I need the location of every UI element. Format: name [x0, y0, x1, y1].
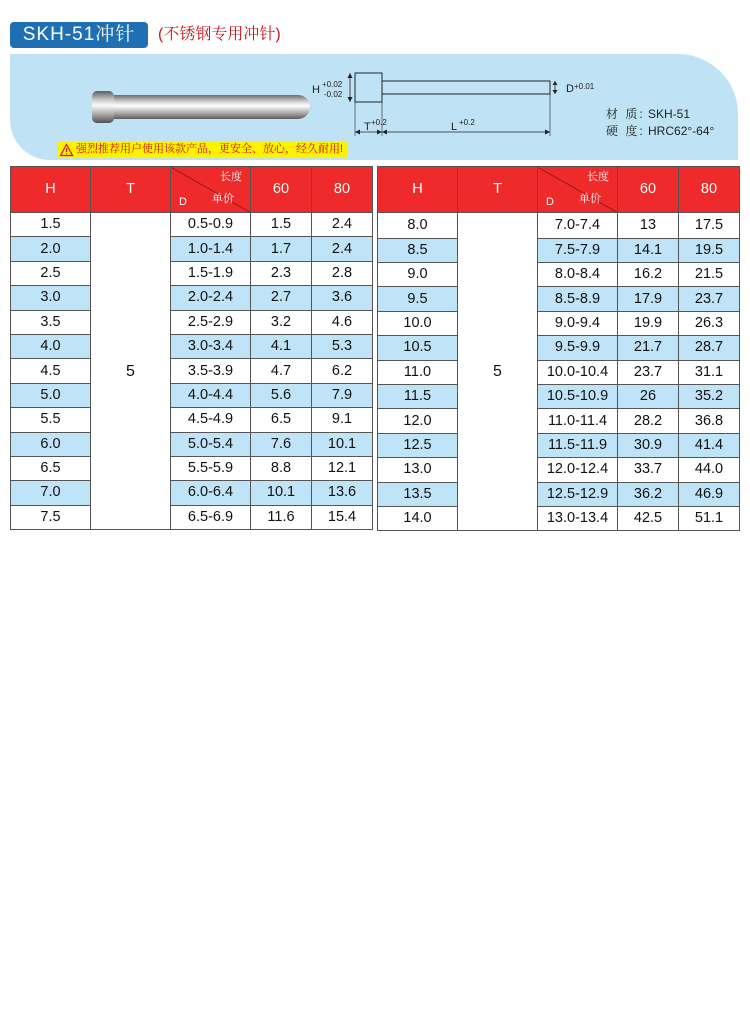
- cell-h: 6.5: [11, 456, 91, 480]
- d-dim-tol: +0.01: [574, 82, 595, 91]
- cell-d-range: 6.5-6.9: [171, 505, 251, 529]
- cell-d-range: 11.0-11.4: [538, 409, 618, 433]
- cell-price-80: 6.2: [312, 359, 373, 383]
- l-dim-tol: +0.2: [459, 118, 475, 127]
- cell-price-60: 30.9: [618, 433, 679, 457]
- table-row: [378, 311, 740, 335]
- cell-h: 3.5: [11, 310, 91, 334]
- cell-price-80: 2.8: [312, 261, 373, 285]
- cell-d-range: 8.5-8.9: [538, 287, 618, 311]
- cell-price-60: 23.7: [618, 360, 679, 384]
- cell-h: 3.0: [11, 286, 91, 310]
- hardness-label: 硬 度:: [606, 124, 645, 138]
- table-row: [11, 310, 373, 334]
- table-header-row: [378, 167, 740, 213]
- cell-h: 11.0: [378, 360, 458, 384]
- warning-text: 强烈推荐用户使用该款产品，更安全、放心，经久耐用!: [76, 143, 344, 155]
- cell-price-80: 7.9: [312, 383, 373, 407]
- cell-h: 8.0: [378, 213, 458, 239]
- cell-price-80: 12.1: [312, 456, 373, 480]
- material-label: 材 质:: [606, 107, 645, 121]
- cell-h: 9.0: [378, 262, 458, 286]
- cell-price-80: 31.1: [679, 360, 740, 384]
- punch-pin-photo: [92, 95, 310, 119]
- cell-d-range: 6.0-6.4: [171, 481, 251, 505]
- table-row: [11, 505, 373, 529]
- cell-h: 2.5: [11, 261, 91, 285]
- cell-price-80: 10.1: [312, 432, 373, 456]
- cell-price-80: 21.5: [679, 262, 740, 286]
- table-row: [11, 481, 373, 505]
- cell-price-80: 15.4: [312, 505, 373, 529]
- h-dim-label: H: [312, 84, 320, 96]
- d-label: D: [546, 196, 554, 208]
- cell-t: 5: [458, 213, 538, 531]
- table-row: [378, 506, 740, 530]
- technical-drawing: [310, 62, 574, 142]
- col-h-header: H: [11, 167, 91, 213]
- cell-d-range: 5.0-5.4: [171, 432, 251, 456]
- table-header-row: [11, 167, 373, 213]
- table-row: [378, 433, 740, 457]
- table-row: [11, 286, 373, 310]
- cell-price-60: 1.5: [251, 213, 312, 237]
- table-row: [378, 287, 740, 311]
- col-80-header: 80: [679, 167, 740, 213]
- cell-d-range: 9.0-9.4: [538, 311, 618, 335]
- cell-h: 5.0: [11, 383, 91, 407]
- cell-d-range: 4.0-4.4: [171, 383, 251, 407]
- table-row: [11, 261, 373, 285]
- cell-d-range: 1.0-1.4: [171, 237, 251, 261]
- cell-price-80: 9.1: [312, 408, 373, 432]
- col-d-header: [538, 167, 618, 213]
- cell-price-60: 5.6: [251, 383, 312, 407]
- cell-h: 13.5: [378, 482, 458, 506]
- cell-d-range: 8.0-8.4: [538, 262, 618, 286]
- cell-price-60: 33.7: [618, 458, 679, 482]
- d-dim-label: D: [566, 83, 574, 95]
- cell-h: 11.5: [378, 384, 458, 408]
- cell-d-range: 2.0-2.4: [171, 286, 251, 310]
- cell-h: 14.0: [378, 506, 458, 530]
- table-row: [11, 456, 373, 480]
- cell-price-60: 2.7: [251, 286, 312, 310]
- price-label: 单价: [212, 193, 234, 205]
- cell-d-range: 12.5-12.9: [538, 482, 618, 506]
- cell-d-range: 9.5-9.9: [538, 336, 618, 360]
- cell-price-60: 10.1: [251, 481, 312, 505]
- d-label: D: [179, 196, 187, 208]
- cell-price-60: 14.1: [618, 238, 679, 262]
- cell-h: 7.0: [11, 481, 91, 505]
- cell-price-60: 2.3: [251, 261, 312, 285]
- col-h-header: H: [378, 167, 458, 213]
- cell-t: 5: [91, 213, 171, 530]
- cell-price-60: 19.9: [618, 311, 679, 335]
- table-row: [378, 458, 740, 482]
- cell-price-80: 2.4: [312, 237, 373, 261]
- cell-h: 10.0: [378, 311, 458, 335]
- cell-price-80: 19.5: [679, 238, 740, 262]
- table-row: [378, 482, 740, 506]
- warning-icon: [60, 144, 73, 156]
- page-title: SKH-51冲针: [10, 22, 148, 48]
- cell-price-60: 36.2: [618, 482, 679, 506]
- cell-h: 7.5: [11, 505, 91, 529]
- cell-price-80: 28.7: [679, 336, 740, 360]
- price-table-left: [10, 166, 373, 530]
- length-label: 长度: [587, 171, 609, 183]
- cell-price-80: 35.2: [679, 384, 740, 408]
- cell-d-range: 7.0-7.4: [538, 213, 618, 239]
- cell-d-range: 11.5-11.9: [538, 433, 618, 457]
- cell-d-range: 0.5-0.9: [171, 213, 251, 237]
- l-dim-label: L: [451, 121, 458, 133]
- cell-price-80: 5.3: [312, 334, 373, 358]
- table-row: [378, 213, 740, 239]
- col-60-header: 60: [618, 167, 679, 213]
- col-d-header: [171, 167, 251, 213]
- cell-h: 12.0: [378, 409, 458, 433]
- table-row: [11, 334, 373, 358]
- cell-price-60: 3.2: [251, 310, 312, 334]
- cell-price-80: 13.6: [312, 481, 373, 505]
- cell-h: 1.5: [11, 213, 91, 237]
- cell-price-80: 41.4: [679, 433, 740, 457]
- cell-price-60: 4.7: [251, 359, 312, 383]
- col-t-header: T: [91, 167, 171, 213]
- cell-price-60: 42.5: [618, 506, 679, 530]
- cell-price-80: 3.6: [312, 286, 373, 310]
- cell-h: 8.5: [378, 238, 458, 262]
- table-row: [11, 213, 373, 237]
- cell-d-range: 3.0-3.4: [171, 334, 251, 358]
- cell-d-range: 4.5-4.9: [171, 408, 251, 432]
- t-dim-label: T: [364, 121, 371, 133]
- cell-d-range: 1.5-1.9: [171, 261, 251, 285]
- cell-h: 13.0: [378, 458, 458, 482]
- h-tol-minus: -0.02: [324, 90, 343, 99]
- cell-price-60: 13: [618, 213, 679, 239]
- cell-price-80: 17.5: [679, 213, 740, 239]
- price-label: 单价: [579, 193, 601, 205]
- hardness-value: HRC62°-64°: [648, 124, 715, 138]
- cell-d-range: 12.0-12.4: [538, 458, 618, 482]
- cell-price-60: 1.7: [251, 237, 312, 261]
- cell-price-80: 51.1: [679, 506, 740, 530]
- table-row: [378, 360, 740, 384]
- cell-price-80: 46.9: [679, 482, 740, 506]
- cell-price-60: 16.2: [618, 262, 679, 286]
- cell-h: 4.5: [11, 359, 91, 383]
- cell-price-60: 6.5: [251, 408, 312, 432]
- cell-h: 4.0: [11, 334, 91, 358]
- cell-price-60: 28.2: [618, 409, 679, 433]
- cell-d-range: 10.5-10.9: [538, 384, 618, 408]
- cell-price-80: 2.4: [312, 213, 373, 237]
- cell-price-60: 26: [618, 384, 679, 408]
- table-row: [378, 384, 740, 408]
- cell-price-60: 8.8: [251, 456, 312, 480]
- hardness-spec: [606, 122, 714, 139]
- cell-d-range: 5.5-5.9: [171, 456, 251, 480]
- cell-d-range: 2.5-2.9: [171, 310, 251, 334]
- cell-d-range: 13.0-13.4: [538, 506, 618, 530]
- cell-price-60: 7.6: [251, 432, 312, 456]
- h-tol-plus: +0.02: [322, 80, 343, 89]
- cell-d-range: 10.0-10.4: [538, 360, 618, 384]
- material-spec: [606, 105, 690, 122]
- col-60-header: 60: [251, 167, 312, 213]
- cell-h: 9.5: [378, 287, 458, 311]
- table-row: [378, 262, 740, 286]
- warning-banner: [58, 141, 347, 158]
- page-subtitle: (不锈钢专用冲针): [158, 26, 281, 43]
- cell-price-60: 17.9: [618, 287, 679, 311]
- cell-h: 5.5: [11, 408, 91, 432]
- cell-h: 12.5: [378, 433, 458, 457]
- table-row: [11, 408, 373, 432]
- t-dim-tol: +0.2: [371, 118, 387, 127]
- table-row: [11, 359, 373, 383]
- cell-price-60: 11.6: [251, 505, 312, 529]
- col-80-header: 80: [312, 167, 373, 213]
- length-label: 长度: [220, 171, 242, 183]
- table-row: [378, 238, 740, 262]
- cell-price-80: 4.6: [312, 310, 373, 334]
- table-row: [11, 432, 373, 456]
- cell-d-range: 7.5-7.9: [538, 238, 618, 262]
- table-row: [378, 336, 740, 360]
- cell-price-80: 23.7: [679, 287, 740, 311]
- cell-price-60: 21.7: [618, 336, 679, 360]
- material-value: SKH-51: [648, 107, 691, 121]
- cell-h: 6.0: [11, 432, 91, 456]
- cell-price-80: 36.8: [679, 409, 740, 433]
- cell-price-80: 26.3: [679, 311, 740, 335]
- cell-h: 10.5: [378, 336, 458, 360]
- col-t-header: T: [458, 167, 538, 213]
- table-row: [11, 237, 373, 261]
- table-row: [378, 409, 740, 433]
- cell-price-60: 4.1: [251, 334, 312, 358]
- cell-d-range: 3.5-3.9: [171, 359, 251, 383]
- cell-price-80: 44.0: [679, 458, 740, 482]
- cell-h: 2.0: [11, 237, 91, 261]
- table-row: [11, 383, 373, 407]
- price-table-right: [377, 166, 740, 531]
